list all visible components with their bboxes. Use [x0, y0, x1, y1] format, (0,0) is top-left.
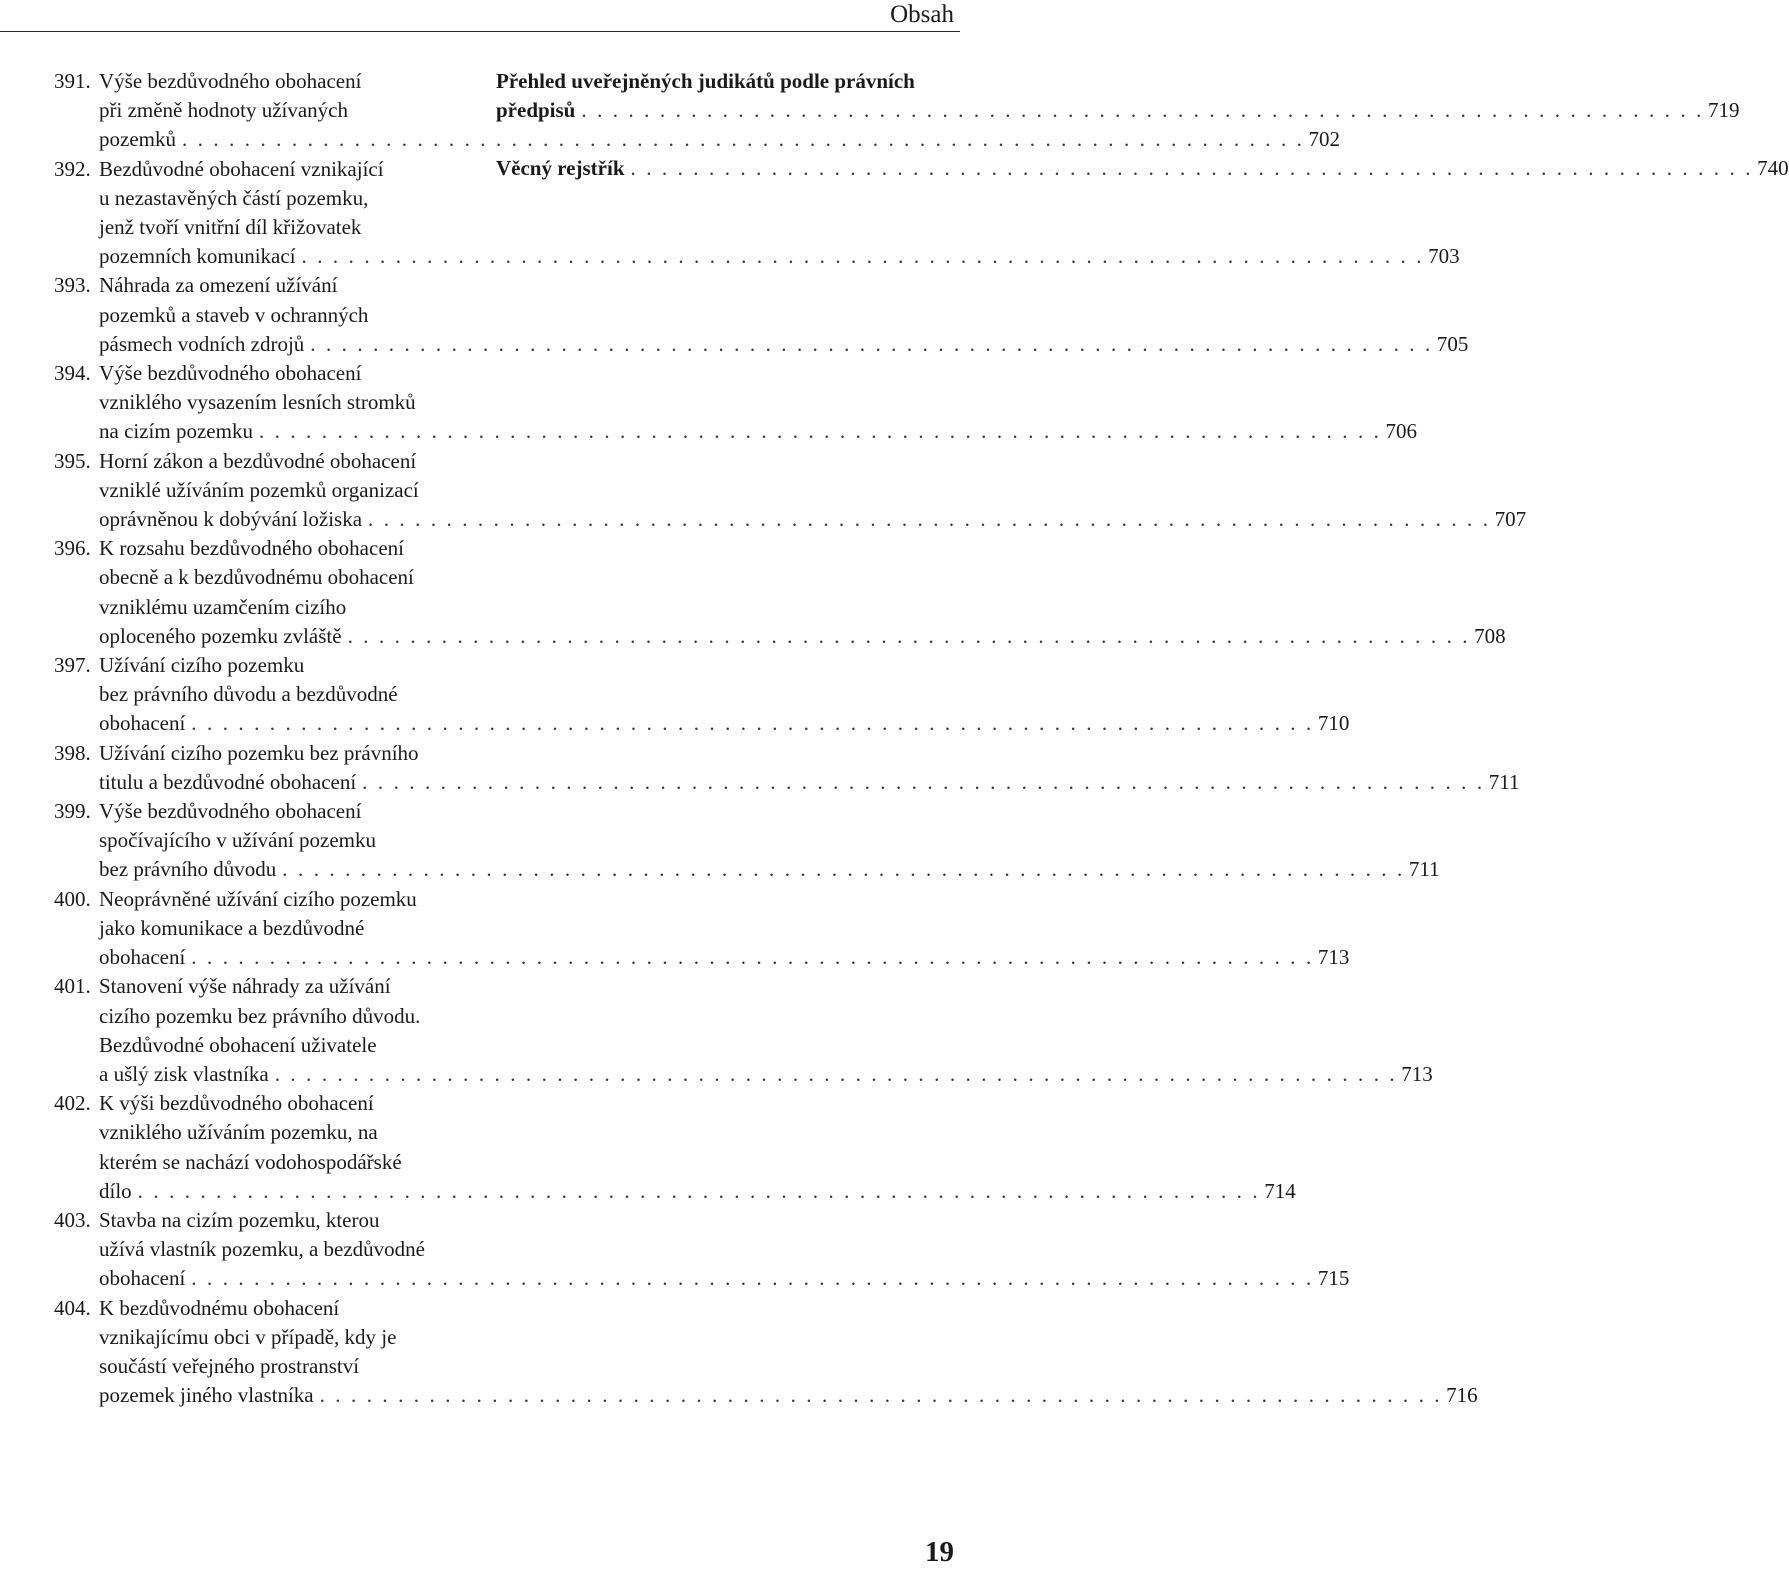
header-rule	[0, 31, 960, 32]
toc-entry-page: 706	[1385, 419, 1418, 444]
toc-entry-title-line: pozemků a staveb v ochranných	[99, 302, 369, 327]
toc-entry-number: 401.	[54, 974, 91, 999]
toc-entry-title-line: u nezastavěných částí pozemku,	[99, 185, 369, 210]
dot-leader: . . . . . . . . . . . . . . . . . . . . . . . . . . . . . . . . . . . . . . . . . . . . . . . . . . . . . . . . . . . . . . . . . . . . . . . .	[274, 1061, 1398, 1086]
dot-leader: . . . . . . . . . . . . . . . . . . . . . . . . . . . . . . . . . . . . . . . . . . . . . . . . . . . . . . . . . . . . . . . . . . . . . . . .	[191, 711, 1314, 736]
toc-entry-page: 719	[1707, 98, 1740, 123]
dot-leader: . . . . . . . . . . . . . . . . . . . . . . . . . . . . . . . . . . . . . . . . . . . . . . . . . . . . . . . . . . . . . . . . . . . . . . . .	[310, 331, 1433, 356]
running-header-title: Obsah	[890, 1, 954, 28]
toc-entry	[496, 67, 1740, 125]
toc-entry-number: 396.	[54, 536, 91, 561]
toc-entry-title-line: na cizím pozemku	[99, 419, 253, 444]
toc-entry-page: 708	[1474, 623, 1506, 648]
toc-entry-title-line: obohacení	[99, 711, 186, 736]
toc-entry	[54, 534, 1506, 651]
toc-entry-title-line: předpisů	[496, 98, 576, 123]
toc-entry	[54, 972, 1433, 1089]
dot-leader: . . . . . . . . . . . . . . . . . . . . . . . . . . . . . . . . . . . . . . . . . . . . . . . . . . . . . . . . . . . . . . . . . . . . . . . .	[347, 623, 1471, 648]
toc-entry-number: 397.	[54, 653, 91, 678]
toc-entry-title-line: vznikajícímu obci v případě, kdy je	[99, 1324, 397, 1349]
toc-entry-title-line: vzniklého užíváním pozemku, na	[99, 1120, 378, 1145]
toc-entry-title-line: Výše bezdůvodného obohacení	[99, 361, 362, 386]
toc-entry-page: 713	[1317, 945, 1350, 970]
toc-entry-title-line: Neoprávněné užívání cizího pozemku	[99, 886, 417, 911]
toc-entry-title-line: obecně a k bezdůvodnému obohacení	[99, 565, 414, 590]
toc-entry-title-line: dílo	[99, 1178, 132, 1203]
toc-entry-title-line: titulu a bezdůvodné obohacení	[99, 769, 357, 794]
toc-entry	[54, 1089, 1296, 1206]
toc-entry	[496, 154, 1789, 183]
toc-entry-page: 702	[1308, 127, 1341, 152]
toc-entry-title-line: Stavba na cizím pozemku, kterou	[99, 1207, 380, 1232]
toc-entry-title-line: bez právního důvodu a bezdůvodné	[99, 682, 398, 707]
toc-entry-number: 393.	[54, 273, 91, 298]
toc-entry-page: 705	[1436, 331, 1469, 356]
toc-entry-title-line: Náhrada za omezení užívání	[99, 273, 338, 298]
toc-entry-title-line: při změně hodnoty užívaných	[99, 98, 349, 123]
toc-entry-number: 394.	[54, 361, 91, 386]
dot-leader: . . . . . . . . . . . . . . . . . . . . . . . . . . . . . . . . . . . . . . . . . . . . . . . . . . . . . . . . . . . . . . . . . . . . . . . .	[181, 127, 1305, 152]
toc-entry-page: 703	[1428, 244, 1460, 269]
toc-entry-title-line: pozemních komunikací	[99, 244, 296, 269]
toc-spacer	[496, 125, 952, 154]
toc-entry-title-line: Bezdůvodné obohacení uživatele	[99, 1032, 377, 1057]
toc-entry-title-line: Výše bezdůvodného obohacení	[99, 69, 362, 93]
toc-entry-title-line: a ušlý zisk vlastníka	[99, 1061, 269, 1086]
toc-entry-title-line: pozemků	[99, 127, 176, 152]
page-number: 19	[925, 1536, 954, 1568]
toc-entry-title-line: součástí veřejného prostranství	[99, 1353, 360, 1378]
toc-entry	[54, 1206, 1350, 1294]
toc-entry-title-line: obohacení	[99, 1266, 186, 1291]
toc-entry	[54, 739, 1520, 797]
toc-entry-title-line: Bezdůvodné obohacení vznikající	[99, 156, 384, 181]
toc-entry-number: 392.	[54, 156, 91, 181]
toc-entry-title-line: K výši bezdůvodného obohacení	[99, 1091, 374, 1116]
dot-leader: . . . . . . . . . . . . . . . . . . . . . . . . . . . . . . . . . . . . . . . . . . . . . . . . . . . . . . . . . . . . . . . . . . . . . . . .	[630, 156, 1754, 181]
toc-entry	[54, 885, 1350, 973]
toc-entry-title-line: Přehled uveřejněných judikátů podle právních	[496, 69, 915, 93]
dot-leader: . . . . . . . . . . . . . . . . . . . . . . . . . . . . . . . . . . . . . . . . . . . . . . . . . . . . . . . . . . . . . . . . . . . . . . . .	[301, 244, 1425, 269]
toc-entry-title-line: kterém se nachází vodohospodářské	[99, 1149, 402, 1174]
toc-entry-title-line: pásmech vodních zdrojů	[99, 331, 305, 356]
dot-leader: . . . . . . . . . . . . . . . . . . . . . . . . . . . . . . . . . . . . . . . . . . . . . . . . . . . . . . . . . . . . . . . . . . . . . . . .	[319, 1383, 1443, 1408]
toc-entry	[54, 651, 1350, 739]
toc-entry-number: 399.	[54, 799, 91, 824]
toc-entry-number: 400.	[54, 886, 91, 911]
toc-entry-title-line: užívá vlastník pozemku, a bezdůvodné	[99, 1237, 425, 1262]
toc-entry-title-line: vzniklému uzamčením cizího	[99, 594, 347, 619]
toc-entry-title-line: Užívání cizího pozemku	[99, 653, 305, 678]
dot-leader: . . . . . . . . . . . . . . . . . . . . . . . . . . . . . . . . . . . . . . . . . . . . . . . . . . . . . . . . . . . . . . . . . . . . . . . .	[581, 98, 1704, 123]
toc-entry-title-line: obohacení	[99, 945, 186, 970]
toc-entry-title-line: jenž tvoří vnitřní díl křižovatek	[99, 215, 362, 240]
toc-entry-page: 715	[1317, 1266, 1350, 1291]
dot-leader: . . . . . . . . . . . . . . . . . . . . . . . . . . . . . . . . . . . . . . . . . . . . . . . . . . . . . . . . . . . . . . . . . . . . . . . .	[137, 1178, 1261, 1203]
toc-entry-title-line: cizího pozemku bez právního důvodu.	[99, 1003, 421, 1028]
toc-entry-number: 403.	[54, 1207, 91, 1232]
toc-entry-number: 395.	[54, 448, 91, 473]
toc-entry-title-line: vzniklého vysazením lesních stromků	[99, 390, 416, 415]
toc-entry-page: 710	[1317, 711, 1350, 736]
toc-entry-title-line: Věcný rejstřík	[496, 156, 625, 181]
dot-leader: . . . . . . . . . . . . . . . . . . . . . . . . . . . . . . . . . . . . . . . . . . . . . . . . . . . . . . . . . . . . . . . . . . . . . . . .	[258, 419, 1382, 444]
toc-entry	[54, 271, 1469, 359]
toc-entry-title-line: pozemek jiného vlastníka	[99, 1383, 314, 1408]
toc-entry-page: 711	[1488, 769, 1520, 794]
toc-entry-title-line: oprávněnou k dobývání ložiska	[99, 507, 363, 532]
toc-entry-title-line: jako komunikace a bezdůvodné	[99, 915, 365, 940]
toc-entry-number: 404.	[54, 1295, 91, 1320]
toc-entry	[54, 447, 1527, 535]
toc-entry-title-line: K bezdůvodnému obohacení	[99, 1295, 340, 1320]
toc-entry-title-line: Stanovení výše náhrady za užívání	[99, 974, 391, 999]
toc-entry-number: 398.	[54, 740, 91, 765]
toc-entry-title-line: Horní zákon a bezdůvodné obohacení	[99, 448, 417, 473]
toc-entry	[54, 1294, 1478, 1411]
toc-entry-title-line: bez právního důvodu	[99, 857, 277, 882]
toc-entry-title-line: oploceného pozemku zvláště	[99, 623, 342, 648]
dot-leader: . . . . . . . . . . . . . . . . . . . . . . . . . . . . . . . . . . . . . . . . . . . . . . . . . . . . . . . . . . . . . . . . . . . . . . . .	[368, 507, 1491, 532]
toc-entry	[54, 797, 1440, 885]
dot-leader: . . . . . . . . . . . . . . . . . . . . . . . . . . . . . . . . . . . . . . . . . . . . . . . . . . . . . . . . . . . . . . . . . . . . . . . .	[191, 1266, 1314, 1291]
dot-leader: . . . . . . . . . . . . . . . . . . . . . . . . . . . . . . . . . . . . . . . . . . . . . . . . . . . . . . . . . . . . . . . . . . . . . . . .	[282, 857, 1405, 882]
toc-entry	[54, 359, 1418, 447]
toc-entry-page: 740	[1757, 156, 1789, 181]
toc-entry-title-line: Užívání cizího pozemku bez právního	[99, 740, 419, 765]
toc-entry-title-line: Výše bezdůvodného obohacení	[99, 799, 362, 824]
toc-entry-page: 716	[1446, 1383, 1478, 1408]
toc-entry-page: 707	[1494, 507, 1527, 532]
toc-entry-page: 713	[1401, 1061, 1433, 1086]
dot-leader: . . . . . . . . . . . . . . . . . . . . . . . . . . . . . . . . . . . . . . . . . . . . . . . . . . . . . . . . . . . . . . . . . . . . . . . .	[362, 769, 1485, 794]
toc-entry-page: 711	[1408, 857, 1440, 882]
toc-entry-number: 402.	[54, 1091, 91, 1116]
dot-leader: . . . . . . . . . . . . . . . . . . . . . . . . . . . . . . . . . . . . . . . . . . . . . . . . . . . . . . . . . . . . . . . . . . . . . . . .	[191, 945, 1314, 970]
toc-entry-page: 714	[1264, 1178, 1296, 1203]
toc-entry-title-line: spočívajícího v užívání pozemku	[99, 828, 377, 853]
toc-entry-title-line: K rozsahu bezdůvodného obohacení	[99, 536, 404, 561]
toc-entry-title-line: vzniklé užíváním pozemků organizací	[99, 477, 419, 502]
toc-entry-number: 391.	[54, 69, 91, 93]
